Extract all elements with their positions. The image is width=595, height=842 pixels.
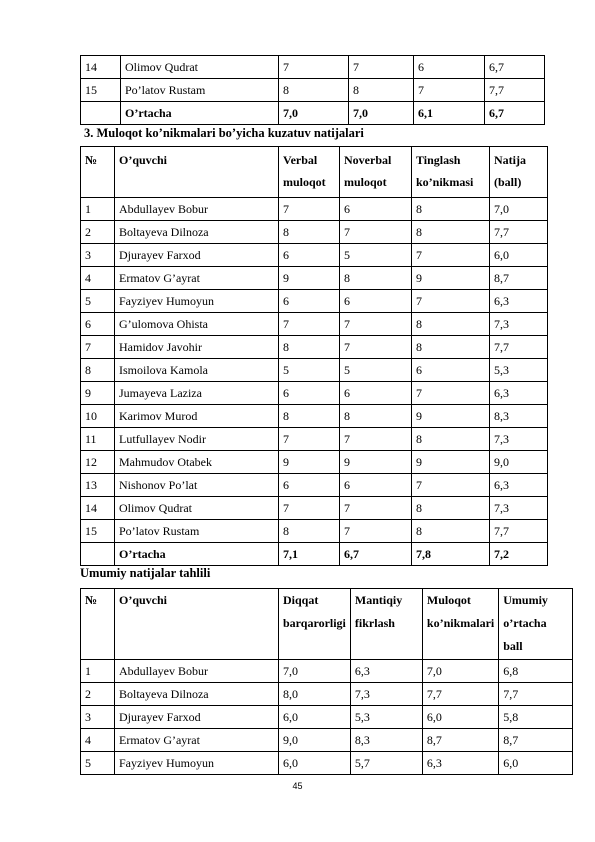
table-row	[81, 752, 573, 775]
cell-num: 1	[81, 660, 115, 683]
cell-num: 15	[81, 520, 115, 543]
table-row	[81, 382, 548, 405]
cell-num: 4	[81, 729, 115, 752]
table-row	[81, 244, 548, 267]
table-row	[81, 56, 545, 79]
table-row	[81, 683, 573, 706]
col-header: O’quvchi	[115, 589, 279, 660]
cell-score: 7,0	[422, 660, 498, 683]
cell-score: 9	[279, 451, 340, 474]
cell-score: 6	[340, 382, 412, 405]
cell-score: 7	[412, 244, 490, 267]
col-header: №	[81, 147, 115, 198]
table-row	[81, 474, 548, 497]
cell-total: 7,2	[490, 543, 548, 566]
cell-score: 6	[279, 474, 340, 497]
col-header: Tinglash ko’nikmasi	[412, 147, 490, 198]
cell-num: 13	[81, 474, 115, 497]
cell-score: 7	[340, 336, 412, 359]
col-header: O’quvchi	[115, 147, 279, 198]
col-header: Mantiqiy fikrlash	[350, 589, 422, 660]
cell-score: 6	[340, 290, 412, 313]
cell-score: 7,0	[279, 660, 351, 683]
cell-score: 5,7	[350, 752, 422, 775]
table-row	[81, 359, 548, 382]
cell-score: 8	[340, 267, 412, 290]
cell-num: 3	[81, 244, 115, 267]
cell-result: 6,3	[490, 290, 548, 313]
section-title: 3. Muloqot ko’nikmalari bo’yicha kuzatuv natijalari	[84, 126, 364, 140]
cell-score: 8	[279, 79, 349, 102]
cell-score: 8	[412, 313, 490, 336]
communication-table	[80, 146, 548, 566]
cell-student: Djurayev Farxod	[115, 706, 279, 729]
cell-result: 8,3	[490, 405, 548, 428]
cell-result: 6,0	[490, 244, 548, 267]
table-total-row	[81, 543, 548, 566]
cell-score: 9	[412, 451, 490, 474]
cell-result: 6,7	[485, 56, 545, 79]
table-row	[81, 313, 548, 336]
cell-score: 7	[340, 520, 412, 543]
table-row	[81, 428, 548, 451]
cell-num: 8	[81, 359, 115, 382]
cell-student: G’ulomova Ohista	[115, 313, 279, 336]
cell-result: 6,8	[499, 660, 573, 683]
cell-score: 6,3	[350, 660, 422, 683]
table-row	[81, 290, 548, 313]
cell-result: 6,0	[499, 752, 573, 775]
section-title: Umumiy natijalar tahlili	[80, 566, 211, 580]
cell-num: 3	[81, 706, 115, 729]
cell-score: 6,0	[279, 752, 351, 775]
table-row	[81, 520, 548, 543]
cell-score: 8	[279, 405, 340, 428]
cell-student: Djurayev Farxod	[115, 244, 279, 267]
col-header: Natija (ball)	[490, 147, 548, 198]
table-header-row	[81, 589, 573, 660]
cell-total-label: O’rtacha	[115, 543, 279, 566]
cell-result: 8,7	[499, 729, 573, 752]
cell-score: 6,3	[422, 752, 498, 775]
cell-num: 5	[81, 290, 115, 313]
cell-score: 7	[279, 497, 340, 520]
cell-result: 7,7	[485, 79, 545, 102]
table-row	[81, 267, 548, 290]
table-row	[81, 729, 573, 752]
cell-student: Boltayeva Dilnoza	[115, 221, 279, 244]
cell-result: 8,7	[490, 267, 548, 290]
cell-score: 9	[340, 451, 412, 474]
table-row	[81, 79, 545, 102]
cell-score: 6	[279, 382, 340, 405]
cell-result: 7,3	[490, 428, 548, 451]
cell-score: 8	[349, 79, 414, 102]
cell-result: 5,8	[499, 706, 573, 729]
cell-total: 7,1	[279, 543, 340, 566]
table-body	[81, 198, 548, 543]
cell-student: Mahmudov Otabek	[115, 451, 279, 474]
cell-student: Abdullayev Bobur	[115, 660, 279, 683]
cell-student: Abdullayev Bobur	[115, 198, 279, 221]
cell-result: 7,7	[490, 520, 548, 543]
cell-student: Ermatov G’ayrat	[115, 729, 279, 752]
cell-score: 6	[340, 474, 412, 497]
cell-score: 6,0	[422, 706, 498, 729]
cell-result: 7,3	[490, 497, 548, 520]
table-row	[81, 660, 573, 683]
cell-student: Olimov Qudrat	[115, 497, 279, 520]
cell-score: 5,3	[350, 706, 422, 729]
cell-student: Ermatov G’ayrat	[115, 267, 279, 290]
table-row	[81, 198, 548, 221]
cell-score: 8	[279, 221, 340, 244]
cell-result: 7,7	[490, 336, 548, 359]
cell-num: 2	[81, 683, 115, 706]
cell-score: 7	[414, 79, 485, 102]
cell-score: 7	[340, 428, 412, 451]
cell-result: 7,0	[490, 198, 548, 221]
cell-student: Fayziyev Humoyun	[115, 290, 279, 313]
cell-score: 7	[279, 56, 349, 79]
cell-student: Olimov Qudrat	[121, 56, 279, 79]
cell-num: 10	[81, 405, 115, 428]
cell-student: Nishonov Po’lat	[115, 474, 279, 497]
table-body	[81, 660, 573, 775]
table-total-row	[81, 102, 545, 125]
cell-result: 6,3	[490, 474, 548, 497]
cell-score: 9	[279, 267, 340, 290]
cell-score: 6	[279, 244, 340, 267]
cell-total: 7,0	[279, 102, 349, 125]
page-number: 45	[292, 781, 303, 791]
cell-score: 7	[279, 313, 340, 336]
cell-student: Hamidov Javohir	[115, 336, 279, 359]
cell-student: Karimov Murod	[115, 405, 279, 428]
cell-score: 8	[279, 520, 340, 543]
col-header: Diqqat barqarorligi	[279, 589, 351, 660]
cell-result: 9,0	[490, 451, 548, 474]
cell-score: 7	[412, 290, 490, 313]
cell-score: 8,7	[422, 729, 498, 752]
cell-score: 8	[412, 336, 490, 359]
table-row	[81, 451, 548, 474]
cell-student: Boltayeva Dilnoza	[115, 683, 279, 706]
cell-num: 6	[81, 313, 115, 336]
cell-score: 8	[340, 405, 412, 428]
cell-score: 5	[340, 359, 412, 382]
cell-score: 5	[279, 359, 340, 382]
table-row	[81, 405, 548, 428]
cell-student: Po’latov Rustam	[121, 79, 279, 102]
cell-score: 7,7	[422, 683, 498, 706]
cell-num: 7	[81, 336, 115, 359]
cell-num: 2	[81, 221, 115, 244]
cell-num: 12	[81, 451, 115, 474]
cell-score: 8	[412, 497, 490, 520]
cell-score: 9	[412, 267, 490, 290]
table-row	[81, 706, 573, 729]
cell-total: 6,7	[485, 102, 545, 125]
col-header: Noverbal muloqot	[340, 147, 412, 198]
cell-score: 6	[340, 198, 412, 221]
cell-score: 5	[340, 244, 412, 267]
cell-student: Fayziyev Humoyun	[115, 752, 279, 775]
cell-num: 11	[81, 428, 115, 451]
cell-result: 5,3	[490, 359, 548, 382]
cell-num	[81, 102, 121, 125]
cell-num: 5	[81, 752, 115, 775]
cell-num: 15	[81, 79, 121, 102]
col-header: №	[81, 589, 115, 660]
cell-score: 8	[412, 221, 490, 244]
col-header: Umumiy o’rtacha ball	[499, 589, 573, 660]
cell-score: 7	[279, 428, 340, 451]
cell-score: 9,0	[279, 729, 351, 752]
table-header-row	[81, 147, 548, 198]
cell-total: 7,8	[412, 543, 490, 566]
cell-score: 7	[349, 56, 414, 79]
cell-score: 6,0	[279, 706, 351, 729]
cell-student: Lutfullayev Nodir	[115, 428, 279, 451]
cell-score: 7	[340, 313, 412, 336]
col-header: Verbal muloqot	[279, 147, 340, 198]
cell-score: 6	[414, 56, 485, 79]
cell-score: 8	[279, 336, 340, 359]
cell-score: 8	[412, 428, 490, 451]
table-row	[81, 221, 548, 244]
cell-score: 7	[279, 198, 340, 221]
cell-score: 8	[412, 198, 490, 221]
cell-score: 7	[340, 221, 412, 244]
cell-total: 6,1	[414, 102, 485, 125]
cell-num: 14	[81, 497, 115, 520]
summary-table	[80, 588, 573, 775]
cell-num: 9	[81, 382, 115, 405]
cell-score: 7	[412, 474, 490, 497]
cell-total: 7,0	[349, 102, 414, 125]
cell-student: Jumayeva Laziza	[115, 382, 279, 405]
cell-result: 6,3	[490, 382, 548, 405]
col-header: Muloqot ko’nikmalari	[422, 589, 498, 660]
cell-score: 7,3	[350, 683, 422, 706]
cell-result: 7,3	[490, 313, 548, 336]
cell-student: Po’latov Rustam	[115, 520, 279, 543]
cell-score: 8,3	[350, 729, 422, 752]
table-continuation	[80, 55, 545, 125]
cell-score: 6	[412, 359, 490, 382]
cell-result: 7,7	[499, 683, 573, 706]
cell-num: 4	[81, 267, 115, 290]
cell-num: 14	[81, 56, 121, 79]
cell-total: 6,7	[340, 543, 412, 566]
cell-student: Ismoilova Kamola	[115, 359, 279, 382]
table-row	[81, 497, 548, 520]
cell-total-label: O’rtacha	[121, 102, 279, 125]
cell-num: 1	[81, 198, 115, 221]
cell-score: 6	[279, 290, 340, 313]
cell-score: 9	[412, 405, 490, 428]
cell-score: 7	[340, 497, 412, 520]
cell-score: 7	[412, 382, 490, 405]
cell-num	[81, 543, 115, 566]
cell-score: 8	[412, 520, 490, 543]
cell-score: 8,0	[279, 683, 351, 706]
cell-result: 7,7	[490, 221, 548, 244]
table-row	[81, 336, 548, 359]
